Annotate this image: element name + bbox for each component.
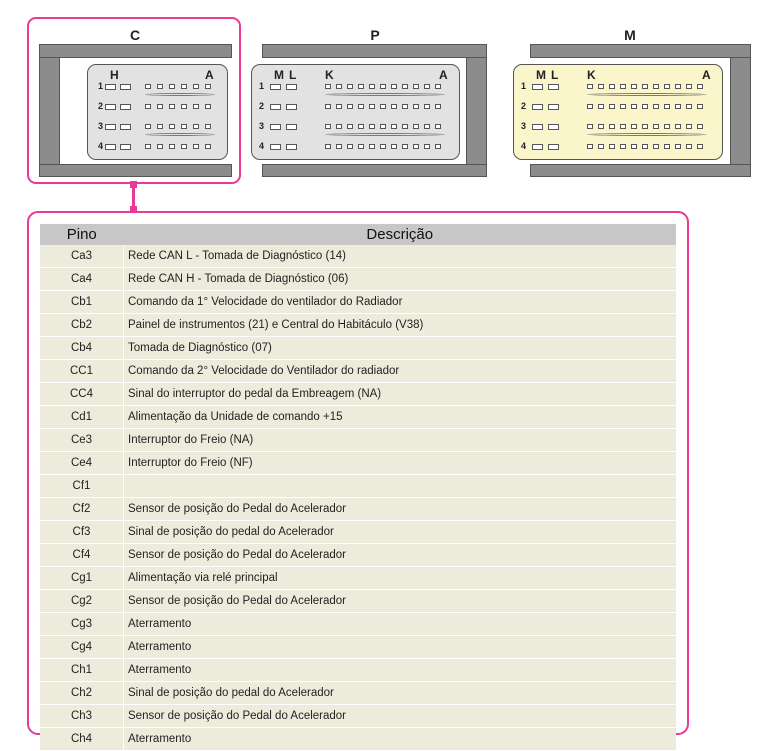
connector-m-row-1: 1: [521, 81, 527, 91]
pin-large: [270, 84, 281, 90]
description-cell: Painel de instrumentos (21) e Central do Habitáculo (V38): [124, 314, 677, 337]
pin-small: [435, 124, 441, 129]
pin-rows: [40, 245, 676, 751]
table-row: [40, 659, 676, 682]
pin-cell: CC1: [40, 360, 124, 383]
pin-small: [642, 84, 648, 89]
pin-small: [642, 124, 648, 129]
pin-small: [413, 124, 419, 129]
description-cell: Sensor de posição do Pedal do Acelerador: [124, 590, 677, 613]
pin-small: [664, 104, 670, 109]
pin-cell: Ch3: [40, 705, 124, 728]
pin-cell: Ca3: [40, 245, 124, 268]
connector-p-row-1: 1: [259, 81, 265, 91]
pin-cell: Cg1: [40, 567, 124, 590]
pin-small: [664, 84, 670, 89]
pin-small: [380, 104, 386, 109]
pin-small: [609, 104, 615, 109]
pin-small: [675, 104, 681, 109]
table-row: [40, 291, 676, 314]
description-cell: Sinal de posição do pedal do Acelerador: [124, 521, 677, 544]
pin-cell: Ca4: [40, 268, 124, 291]
pin-small: [598, 84, 604, 89]
table-row: [40, 521, 676, 544]
pin-small: [631, 124, 637, 129]
pin-small: [369, 104, 375, 109]
connector-m-label-a: A: [702, 68, 711, 82]
pin-small: [587, 104, 593, 109]
row-divider: [325, 93, 445, 96]
table-row: [40, 268, 676, 291]
pin-small: [686, 124, 692, 129]
pin-small: [686, 84, 692, 89]
description-cell: Alimentação via relé principal: [124, 567, 677, 590]
description-cell: Comando da 1° Velocidade do ventilador do Radiador: [124, 291, 677, 314]
connector-c-row-3: 3: [98, 121, 104, 131]
pin-small: [336, 104, 342, 109]
connector-p-label-a: A: [439, 68, 448, 82]
pin-small: [424, 124, 430, 129]
pin-large: [548, 104, 559, 110]
connector-m-label-m: M: [536, 68, 546, 82]
table-row: [40, 567, 676, 590]
description-cell: [124, 475, 677, 498]
pin-small: [435, 144, 441, 149]
description-cell: Tomada de Diagnóstico (07): [124, 337, 677, 360]
pin-small: [587, 84, 593, 89]
description-cell: Alimentação da Unidade de comando +15: [124, 406, 677, 429]
pin-small: [336, 84, 342, 89]
connector-c-title: C: [129, 27, 141, 43]
pin-table: [40, 224, 676, 751]
pin-cell: Ce4: [40, 452, 124, 475]
description-cell: Sensor de posição do Pedal do Acelerador: [124, 705, 677, 728]
pin-small: [380, 144, 386, 149]
pin-small: [653, 104, 659, 109]
pin-small: [358, 104, 364, 109]
header-pin: Pino: [40, 224, 124, 245]
connector-c-row-1: 1: [98, 81, 104, 91]
description-cell: Comando da 2° Velocidade do Ventilador do radiador: [124, 360, 677, 383]
pin-small: [358, 84, 364, 89]
pin-large: [532, 124, 543, 130]
connector-c-label-h: H: [110, 68, 119, 82]
connector-p-top-bar: [262, 44, 487, 58]
table-row: [40, 337, 676, 360]
description-cell: Sensor de posição do Pedal do Acelerador: [124, 544, 677, 567]
connector-p-title: P: [370, 27, 380, 43]
connector-m-row-4: 4: [521, 141, 527, 151]
description-cell: Sinal do interruptor do pedal da Embreagem (NA): [124, 383, 677, 406]
pin-small: [686, 104, 692, 109]
pin-cell: Ch1: [40, 659, 124, 682]
connector-p-row-2: 2: [259, 101, 265, 111]
header-description: Descrição: [124, 224, 677, 245]
pin-small: [653, 84, 659, 89]
connector-m-row-3: 3: [521, 121, 527, 131]
connector-m-row-2: 2: [521, 101, 527, 111]
pin-small: [391, 124, 397, 129]
pin-cell: Cg2: [40, 590, 124, 613]
pin-small: [369, 144, 375, 149]
pin-small: [631, 84, 637, 89]
pin-small: [664, 124, 670, 129]
pin-small: [413, 144, 419, 149]
pin-cell: Ch4: [40, 728, 124, 751]
connector-m-label-k: K: [587, 68, 596, 82]
pin-small: [587, 124, 593, 129]
description-cell: Interruptor do Freio (NF): [124, 452, 677, 475]
pin-small: [358, 124, 364, 129]
pin-cell: Cb4: [40, 337, 124, 360]
pin-small: [369, 84, 375, 89]
description-cell: Aterramento: [124, 613, 677, 636]
pin-small: [620, 104, 626, 109]
pin-small: [347, 144, 353, 149]
pin-small: [675, 144, 681, 149]
connector-c-row-2: 2: [98, 101, 104, 111]
pin-small: [697, 124, 703, 129]
table-row: [40, 636, 676, 659]
connector-m-title: M: [624, 27, 636, 43]
description-cell: Aterramento: [124, 659, 677, 682]
pin-small: [609, 124, 615, 129]
pin-small: [325, 144, 331, 149]
pin-small: [424, 144, 430, 149]
connector-p-row-4: 4: [259, 141, 265, 151]
connector-p-label-l: L: [289, 68, 297, 82]
row-divider: [587, 133, 707, 136]
pin-large: [532, 84, 543, 90]
pin-small: [653, 144, 659, 149]
pin-small: [402, 104, 408, 109]
pin-cell: Cb1: [40, 291, 124, 314]
pin-small: [697, 84, 703, 89]
connector-c-row-4: 4: [98, 141, 104, 151]
connector-p-bottom-bar: [262, 164, 487, 177]
pin-large: [270, 124, 281, 130]
pin-small: [424, 104, 430, 109]
pin-small: [424, 84, 430, 89]
description-cell: Rede CAN H - Tomada de Diagnóstico (06): [124, 268, 677, 291]
table-row: [40, 429, 676, 452]
pin-small: [598, 124, 604, 129]
pin-cell: Cf2: [40, 498, 124, 521]
pin-small: [435, 104, 441, 109]
description-cell: Sinal de posição do pedal do Acelerador: [124, 682, 677, 705]
pin-small: [369, 124, 375, 129]
pin-large: [286, 104, 297, 110]
pin-large: [286, 124, 297, 130]
pin-small: [697, 144, 703, 149]
description-cell: Aterramento: [124, 728, 677, 751]
table-row: [40, 452, 676, 475]
pin-large: [270, 104, 281, 110]
pin-large: [286, 84, 297, 90]
pin-small: [609, 84, 615, 89]
connector-p-label-m: M: [274, 68, 284, 82]
table-row: [40, 475, 676, 498]
pin-small: [609, 144, 615, 149]
pin-small: [325, 124, 331, 129]
table-row: [40, 245, 676, 268]
table-row: [40, 682, 676, 705]
connector-m-label-l: L: [551, 68, 559, 82]
pin-small: [380, 84, 386, 89]
pin-small: [653, 124, 659, 129]
table-row: [40, 705, 676, 728]
table-header-row: [40, 224, 676, 245]
pin-small: [391, 104, 397, 109]
pin-cell: Cb2: [40, 314, 124, 337]
connector-c-highlight: [27, 17, 241, 184]
table-row: [40, 613, 676, 636]
pin-small: [380, 124, 386, 129]
pin-small: [642, 104, 648, 109]
pin-small: [336, 124, 342, 129]
pin-cell: Cf1: [40, 475, 124, 498]
pin-small: [402, 144, 408, 149]
table-row: [40, 498, 676, 521]
pin-cell: Ce3: [40, 429, 124, 452]
pin-small: [620, 144, 626, 149]
pin-small: [664, 144, 670, 149]
pin-small: [402, 124, 408, 129]
pin-small: [347, 104, 353, 109]
pin-small: [391, 84, 397, 89]
connector-p-right-wall: [466, 57, 487, 165]
pin-small: [325, 84, 331, 89]
pin-small: [631, 144, 637, 149]
pin-small: [642, 144, 648, 149]
connector-c-label-a: A: [205, 68, 214, 82]
pin-small: [631, 104, 637, 109]
pin-small: [358, 144, 364, 149]
row-divider: [587, 93, 707, 96]
pin-small: [347, 84, 353, 89]
connector-p-label-k: K: [325, 68, 334, 82]
connector-p-row-3: 3: [259, 121, 265, 131]
pin-large: [532, 104, 543, 110]
row-divider: [325, 133, 445, 136]
pin-large: [286, 144, 297, 150]
pin-large: [548, 144, 559, 150]
connector-m-bottom-bar: [530, 164, 751, 177]
pin-small: [391, 144, 397, 149]
description-cell: Interruptor do Freio (NA): [124, 429, 677, 452]
pin-small: [620, 84, 626, 89]
pin-small: [336, 144, 342, 149]
pin-cell: Cg4: [40, 636, 124, 659]
description-cell: Aterramento: [124, 636, 677, 659]
pin-small: [413, 84, 419, 89]
pin-cell: CC4: [40, 383, 124, 406]
pin-large: [270, 144, 281, 150]
table-row: [40, 383, 676, 406]
pin-cell: Cg3: [40, 613, 124, 636]
pin-cell: Ch2: [40, 682, 124, 705]
table-row: [40, 406, 676, 429]
pin-large: [532, 144, 543, 150]
connector-m-top-bar: [530, 44, 751, 58]
pin-small: [325, 104, 331, 109]
pin-small: [435, 84, 441, 89]
table-row: [40, 590, 676, 613]
pin-large: [548, 84, 559, 90]
pin-small: [413, 104, 419, 109]
pin-small: [675, 124, 681, 129]
pin-cell: Cd1: [40, 406, 124, 429]
pin-cell: Cf3: [40, 521, 124, 544]
table-row: [40, 728, 676, 751]
connector-m-right-wall: [730, 57, 751, 165]
pin-small: [686, 144, 692, 149]
pin-small: [598, 144, 604, 149]
pin-small: [620, 124, 626, 129]
pin-cell: Cf4: [40, 544, 124, 567]
description-cell: Rede CAN L - Tomada de Diagnóstico (14): [124, 245, 677, 268]
pin-large: [548, 124, 559, 130]
table-row: [40, 314, 676, 337]
pin-small: [697, 104, 703, 109]
table-row: [40, 544, 676, 567]
pin-small: [675, 84, 681, 89]
pin-small: [598, 104, 604, 109]
table-row: [40, 360, 676, 383]
pin-small: [347, 124, 353, 129]
description-cell: Sensor de posição do Pedal do Acelerador: [124, 498, 677, 521]
pin-small: [587, 144, 593, 149]
pin-small: [402, 84, 408, 89]
